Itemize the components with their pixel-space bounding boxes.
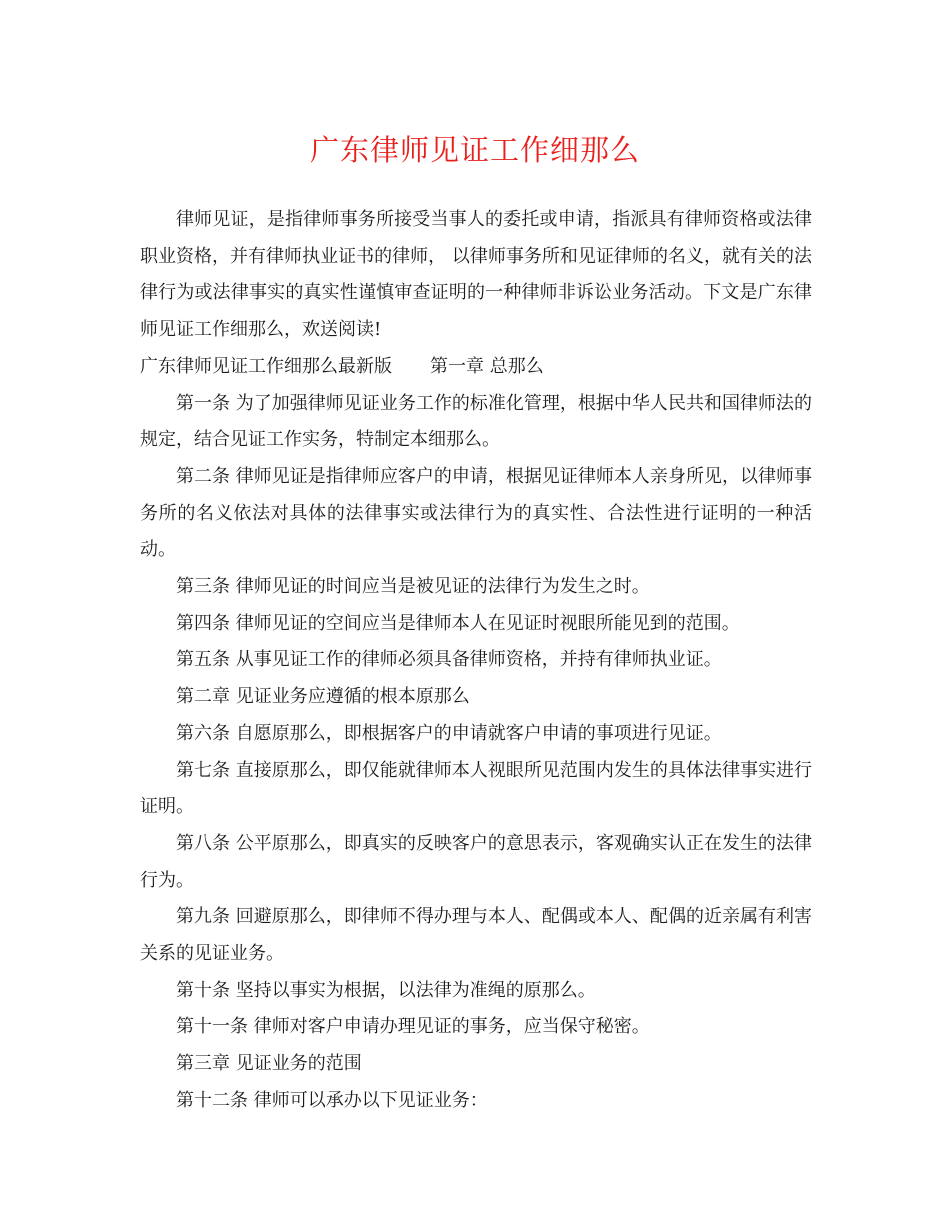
document-title: 广东律师见证工作细那么: [309, 133, 640, 167]
chapter-three-heading: 第三章 见证业务的范围: [176, 1053, 362, 1075]
article-9: 第九条 回避原那么，即律师不得办理与本人、配偶或本人、配偶的近亲属有利害关系的见证业务。: [140, 906, 812, 965]
chapter-two-heading: 第二章 见证业务应遵循的根本原那么: [176, 686, 470, 708]
article-7: 第七条 直接原那么，即仅能就律师本人视眼所见范围内发生的具体法律事实进行证明。: [140, 759, 812, 818]
article-2: 第二条 律师见证是指律师应客户的申请，根据见证律师本人亲身所见，以律师事务所的名义依法对具体的法律事实或法律行为的真实性、合法性进行证明的一种活动。: [140, 465, 812, 561]
subtitle-version: 广东律师见证工作细那么最新版: [140, 355, 392, 377]
intro-paragraph: 律师见证，是指律师事务所接受当事人的委托或申请，指派具有律师资格或法律职业资格，并有律师执业证书的律师， 以律师事务所和见证律师的名义，就有关的法律行为或法律事实的真实性谨慎审查证明的一种律师非诉讼业务活动。下文是广东律师见证工作细那么，欢送阅读!: [140, 209, 812, 341]
article-12: 第十二条 律师可以承办以下见证业务：: [176, 1089, 488, 1111]
article-11: 第十一条 律师对客户申请办理见证的事务，应当保守秘密。: [176, 1016, 650, 1038]
article-8: 第八条 公平原那么，即真实的反映客户的意思表示，客观确实认正在发生的法律行为。: [140, 832, 812, 891]
chapter-one-heading: 第一章 总那么: [430, 355, 544, 377]
article-1: 第一条 为了加强律师见证业务工作的标准化管理，根据中华人民共和国律师法的规定，结合见证工作实务，特制定本细那么。: [140, 392, 812, 451]
article-4: 第四条 律师见证的空间应当是律师本人在见证时视眼所能见到的范围。: [176, 612, 740, 634]
document-body: [140, 202, 812, 1120]
article-6: 第六条 自愿原那么，即根据客户的申请就客户申请的事项进行见证。: [176, 722, 722, 744]
article-5: 第五条 从事见证工作的律师必须具备律师资格，并持有律师执业证。: [176, 649, 722, 671]
subtitle-line: [140, 349, 812, 386]
article-3: 第三条 律师见证的时间应当是被见证的法律行为发生之时。: [176, 576, 650, 598]
article-10: 第十条 坚持以事实为根据，以法律为准绳的原那么。: [176, 979, 596, 1001]
